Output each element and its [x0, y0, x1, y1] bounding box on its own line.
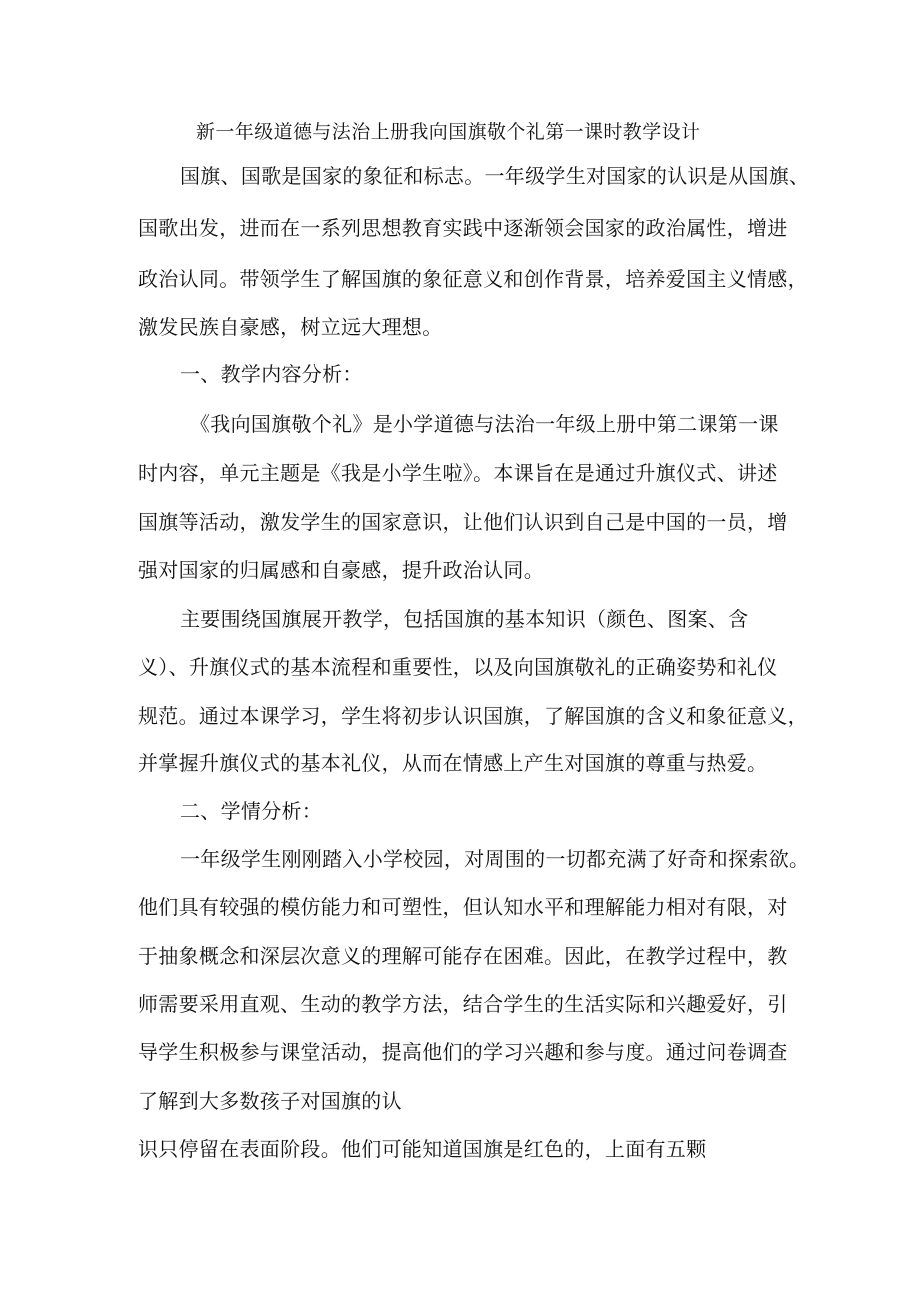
text-line: 了解到大多数孩子对国旗的认 [138, 1089, 402, 1113]
text-line: 义）、升旗仪式的基本流程和重要性，以及向国旗敬礼的正确姿势和礼仪 [138, 655, 778, 679]
text-line: 主要围绕国旗展开教学，包括国旗的基本知识（颜色、图案、含 [180, 607, 749, 631]
section-heading: 二、学情分析： [180, 799, 323, 823]
section-heading: 一、教学内容分析： [180, 362, 363, 386]
text-line: 并掌握升旗仪式的基本礼仪，从而在情感上产生对国旗的尊重与热爱。 [138, 751, 768, 775]
text-line: 激发民族自豪感，树立远大理想。 [138, 315, 443, 339]
text-line: 他们具有较强的模仿能力和可塑性，但认知水平和理解能力相对有限，对 [138, 895, 788, 919]
text-line: 规范。通过本课学习，学生将初步认识国旗，了解国旗的含义和象征意义， [138, 704, 808, 728]
document-title: 新一年级道德与法治上册我向国旗敬个礼第一课时教学设计 [196, 121, 701, 143]
text-line: 一年级学生刚刚踏入小学校园，对周围的一切都充满了好奇和探索欲。 [180, 847, 810, 871]
text-line: 于抽象概念和深层次意义的理解可能存在困难。因此，在教学过程中，教 [138, 944, 788, 968]
text-line: 识只停留在表面阶段。他们可能知道国旗是红色的，上面有五颗 [138, 1137, 707, 1161]
text-line: 政治认同。带领学生了解国旗的象征意义和创作背景，培养爱国主义情感， [138, 267, 808, 291]
text-line: 《我向国旗敬个礼》是小学道德与法治一年级上册中第二课第一课 [190, 412, 779, 436]
text-line: 强对国家的归属感和自豪感，提升政治认同。 [138, 558, 544, 582]
text-line: 国旗等活动，激发学生的国家意识，让他们认识到自己是中国的一员，增 [138, 510, 788, 534]
text-line: 国歌出发，进而在一系列思想教育实践中逐渐领会国家的政治属性，增进 [138, 216, 788, 240]
text-line: 导学生积极参与课堂活动，提高他们的学习兴趣和参与度。通过问卷调查 [138, 1040, 788, 1064]
text-line: 国旗、国歌是国家的象征和标志。一年级学生对国家的认识是从国旗、 [180, 164, 810, 188]
text-line: 时内容，单元主题是《我是小学生啦》。本课旨在是通过升旗仪式、讲述 [138, 461, 778, 485]
text-line: 师需要采用直观、生动的教学方法，结合学生的生活实际和兴趣爱好，引 [138, 992, 788, 1016]
